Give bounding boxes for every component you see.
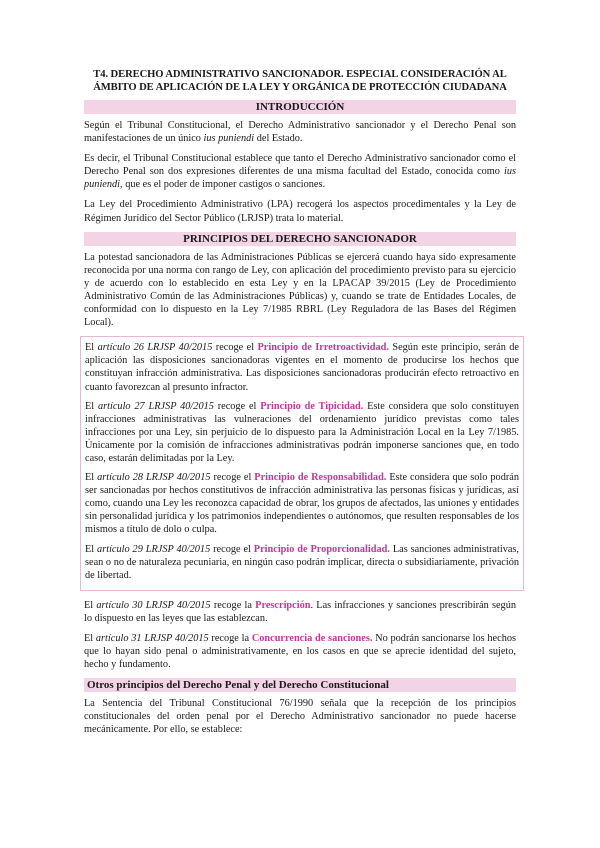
- section-heading-introduccion: INTRODUCCIÓN: [84, 100, 516, 114]
- principle-responsabilidad: El artículo 28 LRJSP 40/2015 recoge el Principio de Responsabilidad. Este considera que solo podrán ser sancionadas por hechos constitutivos de infracción administrativa las personas físicas y jurídicas, así como, cuando una Ley les reconozca capacidad de obrar, los grupos de afectados, las uniones y entidades sin personalidad jurídica y los patrimonios independientes o autónomos, que resulten responsables de los mismos a título de dolo o culpa.: [85, 472, 519, 536]
- section-heading-otros-principios: Otros principios del Derecho Penal y del Derecho Constitucional: [84, 678, 516, 692]
- document-title: T4. DERECHO ADMINISTRATIVO SANCIONADOR. ESPECIAL CONSIDERACIÓN AL ÁMBITO DE APLICACIÓN DE LA LEY Y ORGÁNICA DE PROTECCIÓN CIUDADANA: [93, 69, 507, 93]
- principle-irretroactividad: El artículo 26 LRJSP 40/2015 recoge el Principio de Irretroactividad. Según este principio, serán de aplicación las disposiciones sancionadoras vigentes en el momento de producirse los hechos que constituyan infracción administrativa. Las disposiciones sancionadoras producirán efecto retroactivo en cuanto favorezcan al presunto infractor.: [85, 342, 519, 393]
- principle-prescripcion: El artículo 30 LRJSP 40/2015 recoge la Prescripción. Las infracciones y sanciones prescribirán según lo dispuesto en las leyes que las establezcan.: [84, 599, 517, 624]
- intro-paragraph-2: Es decir, el Tribunal Constitucional establece que tanto el Derecho Administrativo sancionador como el Derecho Penal son dos expresiones diferentes de una misma facultad del Estado, conocida como ius puniendi, que es el poder de imponer castigos o sanciones.: [84, 153, 516, 191]
- otros-paragraph-1: La Sentencia del Tribunal Constitucional 76/1990 señala que la recepción de los principios constitucionales del orden penal por el Derecho Administrativo sancionador no puede hacerse mecánicamente. Por ello, se establece:: [84, 698, 516, 736]
- principle-proporcionalidad: El artículo 29 LRJSP 40/2015 recoge el Principio de Proporcionalidad. Las sanciones administrativas, sean o no de naturaleza pecuniaria, en ningún caso podrán implicar, directa o subsidiariamente, privación de libertad.: [85, 543, 520, 581]
- document-page: [84, 68, 520, 744]
- principles-box: [80, 336, 524, 591]
- section-heading-principios: PRINCIPIOS DEL DERECHO SANCIONADOR: [84, 232, 516, 246]
- principle-concurrencia: El artículo 31 LRJSP 40/2015 recoge la Concurrencia de sanciones. No podrán sancionarse los hechos que lo hayan sido penal o administrativamente, en los casos en que se aprecie identidad del sujeto, hecho y fundamento.: [84, 633, 516, 671]
- intro-paragraph-1: Según el Tribunal Constitucional, el Derecho Administrativo sancionador y el Derecho Penal son manifestaciones de un único ius puniendi del Estado.: [84, 120, 516, 145]
- intro-paragraph-3: La Ley del Procedimiento Administrativo (LPA) recogerá los aspectos procedimentales y la Ley de Régimen Jurídico del Sector Público (LRJSP) trata lo material.: [84, 199, 516, 224]
- principios-paragraph-1: La potestad sancionadora de las Administraciones Públicas se ejercerá cuando haya sido expresamente reconocida por una norma con rango de Ley, con aplicación del procedimiento previsto para su ejercicio y de acuerdo con lo establecido en esta Ley y en la LPACAP 39/2015 (Ley de Procedimiento Administrativo Común de las Administraciones Públicas) y, cuando se trate de Entidades Locales, de conformidad con lo dispuesto en la Ley 7/1985 RBRL (Ley Reguladora de las Bases del Régimen Local).: [84, 251, 516, 329]
- principle-tipicidad: El artículo 27 LRJSP 40/2015 recoge el Principio de Tipicidad. Este considera que solo constituyen infracciones administrativas las vulneraciones del ordenamiento jurídico previstas como tales infracciones por una Ley, sin perjuicio de lo dispuesto para la Administración Local en la Ley 7/1985. Únicamente por la comisión de infracciones administrativas podrán imponerse sanciones que, en todo caso, estarán delimitadas por la Ley.: [85, 400, 519, 464]
